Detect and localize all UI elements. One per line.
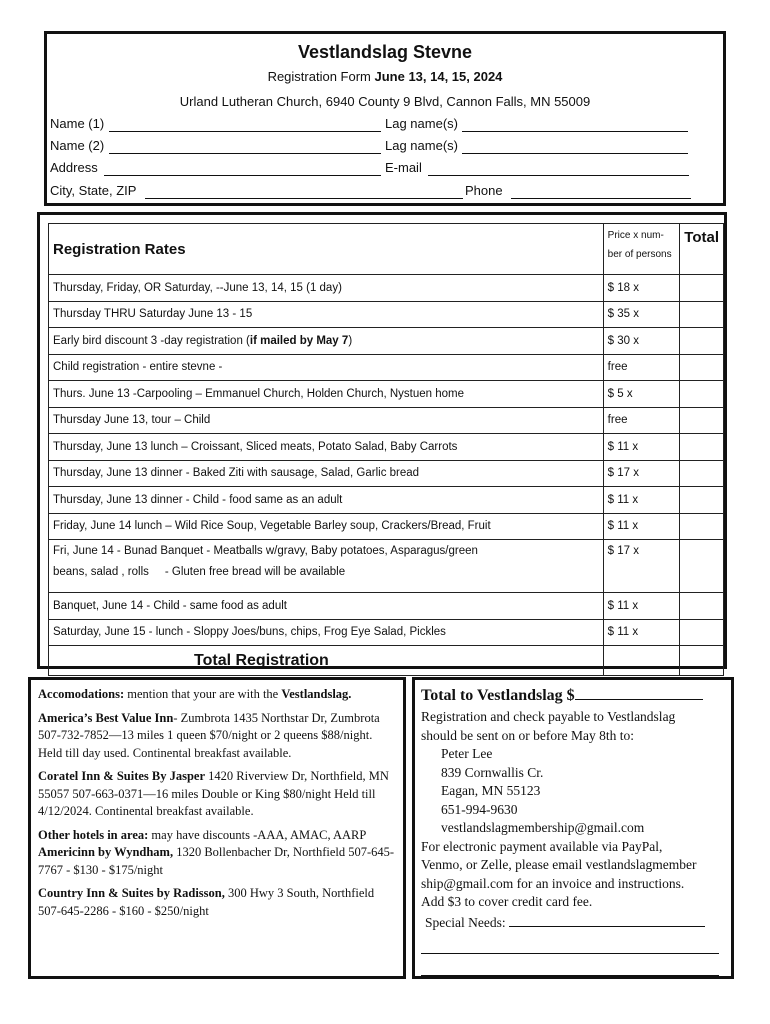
hotel-details: 300 Hwy 3 South, Northfield 507-645-2286 - $160 - $250/night [38, 886, 375, 918]
rate-desc-post: ) [348, 334, 353, 347]
rates-table [48, 223, 724, 676]
hotel-name: America’s Best Value Inn [38, 710, 174, 725]
payment-box [412, 677, 734, 979]
hotel-name: Coratel Inn & Suites By Jasper [38, 769, 206, 783]
total-registration-price-cell [603, 646, 680, 676]
table-row [49, 275, 724, 302]
hotel-details: 1420 Riverview Dr, Northfield, MN 55057 507-663-0371—16 miles Double or King $80/night Held till 4/12/2024. Continental breakfast available. [38, 769, 389, 818]
address-label: Address [50, 160, 98, 175]
table-row [49, 381, 724, 408]
total-registration-label: Total Registration [49, 646, 604, 676]
table-row [49, 434, 724, 461]
rate-total-cell[interactable] [680, 513, 724, 540]
rate-desc: Banquet, June 14 - Child - same food as adult [49, 593, 604, 620]
rate-total-cell[interactable] [680, 540, 724, 593]
rate-price: $ 11 x [603, 513, 680, 540]
rate-total-cell[interactable] [680, 619, 724, 646]
phone-input-line[interactable] [511, 198, 691, 199]
special-needs [421, 912, 727, 933]
rate-price: $ 11 x [603, 593, 680, 620]
rate-total-cell[interactable] [680, 407, 724, 434]
mail-phone: 651-994-9630 [441, 801, 518, 817]
card-fee: Add $3 to cover credit card fee. [421, 894, 593, 909]
total-header: Total [680, 224, 724, 275]
table-row [49, 328, 724, 355]
electronic-line1: For electronic payment available via PayPal, [421, 838, 663, 854]
table-row [49, 487, 724, 514]
table-row [49, 540, 724, 593]
rate-desc: Thursday THRU Saturday June 13 - 15 [49, 301, 604, 328]
table-row [49, 593, 724, 620]
accommodations-intro-text: mention that your are with the [124, 687, 282, 701]
table-row [49, 407, 724, 434]
mail-street: 839 Cornwallis Cr. [441, 764, 544, 780]
payment-line1: Registration and check payable to Vestlandslag [421, 709, 676, 724]
hotel-item [38, 844, 397, 879]
rate-price: $ 35 x [603, 301, 680, 328]
total-registration-cell[interactable] [680, 646, 724, 676]
registration-rates-box [37, 212, 727, 669]
name2-label: Name (2) [50, 138, 105, 153]
name1-label: Name (1) [50, 116, 105, 131]
rate-price: $ 11 x [603, 619, 680, 646]
rate-total-cell[interactable] [680, 354, 724, 381]
rate-desc: Thursday, June 13 lunch – Croissant, Sliced meats, Potato Salad, Baby Carrots [49, 434, 604, 461]
table-row [49, 513, 724, 540]
hotel-name: Country Inn & Suites by Radisson, [38, 886, 225, 900]
rate-total-cell[interactable] [680, 328, 724, 355]
rate-price: $ 17 x [603, 460, 680, 487]
hotel-item [38, 710, 397, 763]
table-row [49, 619, 724, 646]
hotel-item [38, 768, 397, 821]
rate-total-cell[interactable] [680, 275, 724, 302]
hotel-item [38, 827, 397, 845]
lag1-label: Lag name(s) [385, 116, 458, 131]
table-row [49, 301, 724, 328]
city-label: City, State, ZIP [50, 183, 137, 198]
rate-price: free [603, 407, 680, 434]
lag1-input-line[interactable] [462, 131, 688, 132]
form-subtitle [47, 69, 723, 84]
mail-name: Peter Lee [441, 746, 493, 761]
address-input-line[interactable] [104, 175, 381, 176]
electronic-line3: ship@gmail.com for an invoice and instructions. [421, 875, 685, 891]
lag2-input-line[interactable] [462, 153, 688, 154]
rate-desc-line1: Fri, June 14 - Bunad Banquet - Meatballs w/gravy, Baby potatoes, Asparagus/green [53, 545, 478, 557]
total-registration-row [49, 646, 724, 676]
accommodations-intro [38, 686, 397, 704]
rate-desc: Saturday, June 15 - lunch - Sloppy Joes/buns, chips, Frog Eye Salad, Pickles [49, 619, 604, 646]
hotel-details: 1320 Bollenbacher Dr, Northfield 507-645-7767 - $130 - $175/night [38, 845, 395, 877]
special-needs-line-3[interactable] [421, 975, 719, 976]
hotel-details: - Zumbrota 1435 Northstar Dr, Zumbrota 507-732-7852—13 miles 1 queen $70/night or 2 queens $88/night. Held till day used. Continental breakfast available. [38, 710, 380, 760]
rate-price: $ 11 x [603, 434, 680, 461]
mail-city: Eagan, MN 55123 [441, 783, 541, 798]
rate-desc-line2: beans, salad , rolls - Gluten free bread will be available [53, 566, 346, 578]
subtitle-prefix: Registration Form [267, 69, 375, 84]
email-label: E-mail [385, 160, 422, 175]
rate-desc: Thursday, June 13 dinner - Child - food same as an adult [49, 487, 604, 514]
accommodations-label: Accomodations: [38, 687, 125, 701]
rate-total-cell[interactable] [680, 434, 724, 461]
event-dates: June 13, 14, 15, 2024 [374, 69, 503, 84]
rate-desc: Thursday, June 13 dinner - Baked Ziti with sausage, Salad, Garlic bread [49, 460, 604, 487]
special-needs-label: Special Needs: [425, 914, 506, 930]
rate-price: $ 18 x [603, 275, 680, 302]
registration-header [44, 31, 726, 206]
phone-label: Phone [465, 183, 503, 198]
rate-desc: Thurs. June 13 -Carpooling – Emmanuel Church, Holden Church, Nystuen home [49, 381, 604, 408]
price-header-line1: Price x num- [607, 230, 664, 241]
rate-price: $ 17 x [603, 540, 680, 593]
total-amount-line[interactable] [575, 685, 703, 700]
rate-desc: Friday, June 14 lunch – Wild Rice Soup, Vegetable Barley soup, Crackers/Bread, Fruit [49, 513, 604, 540]
electronic-line2: Venmo, or Zelle, please email vestlandslagmember [421, 857, 697, 872]
rate-total-cell[interactable] [680, 381, 724, 408]
rate-price: free [603, 354, 680, 381]
rates-heading: Registration Rates [49, 224, 604, 275]
price-header [603, 224, 680, 275]
hotel-details: may have discounts -AAA, AMAC, AARP [148, 827, 367, 842]
rate-price: $ 5 x [603, 381, 680, 408]
hotel-name: Americinn by Wyndham, [38, 845, 174, 859]
city-input-line[interactable] [145, 198, 463, 199]
rate-total-cell[interactable] [680, 487, 724, 514]
price-header-line2: ber of persons [607, 249, 672, 260]
total-title: Total to Vestlandslag $ [421, 687, 575, 704]
rate-price: $ 11 x [603, 487, 680, 514]
rate-desc: Thursday, Friday, OR Saturday, --June 13, 14, 15 (1 day) [49, 275, 604, 302]
hotel-item [38, 885, 397, 920]
lag2-label: Lag name(s) [385, 138, 458, 153]
rate-total-cell[interactable] [680, 460, 724, 487]
special-needs-line-2[interactable] [421, 953, 719, 954]
special-needs-line[interactable] [509, 912, 705, 927]
name1-input-line[interactable] [109, 131, 381, 132]
rate-total-cell[interactable] [680, 301, 724, 328]
email-input-line[interactable] [428, 175, 689, 176]
payment-line2: should be sent on or before May 8th to: [421, 727, 634, 743]
hotel-name: Other hotels in area: [38, 827, 149, 842]
mail-email: vestlandslagmembership@gmail.com [441, 820, 645, 835]
accommodations-box [28, 677, 406, 979]
rate-price: $ 30 x [603, 328, 680, 355]
name2-input-line[interactable] [109, 153, 381, 154]
table-row [49, 354, 724, 381]
rate-desc: Child registration - entire stevne - [49, 354, 604, 381]
rate-desc: Thursday June 13, tour – Child [49, 407, 604, 434]
early-bird-deadline: if mailed by May 7 [249, 334, 349, 347]
event-address: Urland Lutheran Church, 6940 County 9 Blvd, Cannon Falls, MN 55009 [179, 94, 591, 109]
table-row [49, 460, 724, 487]
total-to-vestlandslag [421, 684, 727, 708]
rate-desc [49, 540, 604, 593]
rate-desc [49, 328, 604, 355]
rate-desc-pre: Early bird discount 3 -day registration ( [53, 334, 250, 347]
rate-total-cell[interactable] [680, 593, 724, 620]
accommodations-intro-bold: Vestlandslag. [281, 687, 352, 701]
rates-header-row [49, 224, 724, 275]
form-title: Vestlandslag Stevne [297, 42, 473, 62]
